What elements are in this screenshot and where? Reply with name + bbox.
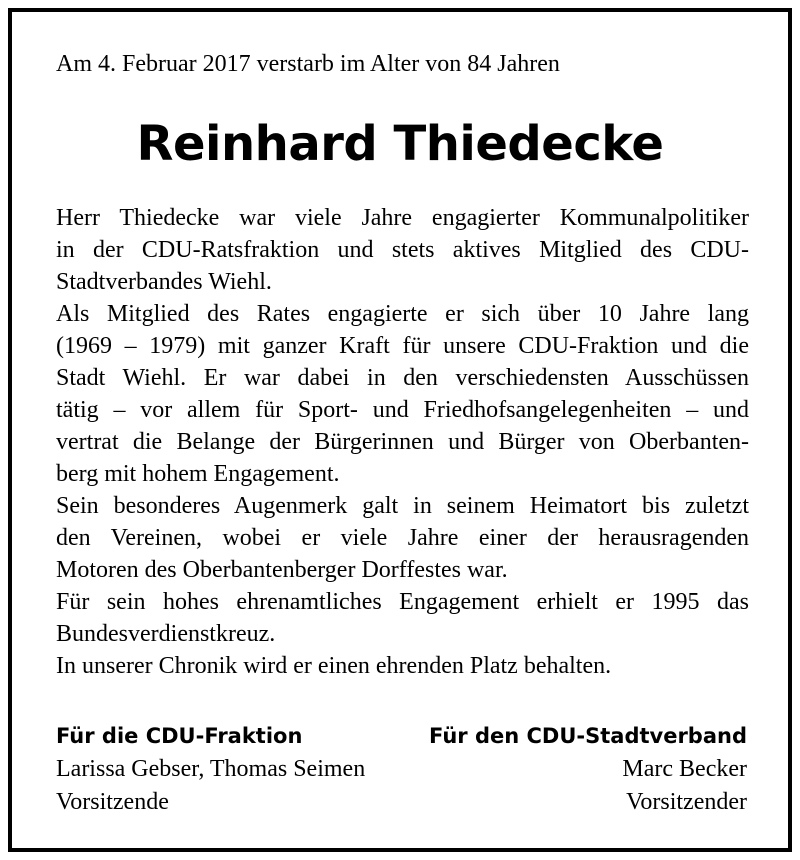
signature-role: Vorsitzender [626, 789, 747, 815]
body-line: in der CDU-Ratsfraktion und stets aktives Mitglied des CDU- [56, 237, 749, 263]
body-line: Motoren des Oberbantenberger Dorffestes war. [56, 557, 508, 583]
deceased-name: Reinhard Thiedecke [136, 116, 664, 172]
signature-role: Vorsitzende [56, 789, 169, 815]
body-line: In unserer Chronik wird er einen ehrenden Platz behalten. [56, 653, 612, 679]
body-line: (1969 – 1979) mit ganzer Kraft für unsere CDU-Fraktion und die [56, 333, 749, 359]
body-line: Stadtverbandes Wiehl. [56, 269, 272, 295]
body-line: Als Mitglied des Rates engagierte er sich über 10 Jahre lang [56, 301, 749, 327]
body-line: Bundesverdienstkreuz. [56, 621, 276, 647]
body-line: vertrat die Belange der Bürgerinnen und Bürger von Oberbanten- [56, 429, 749, 455]
obituary-notice [8, 8, 792, 852]
signature-heading: Für die CDU-Fraktion [56, 724, 303, 748]
body-line: tätig – vor allem für Sport- und Friedhofsangelegenheiten – und [56, 397, 749, 423]
body-line: Sein besonderes Augenmerk galt in seinem Heimatort bis zuletzt [56, 493, 749, 519]
obituary-body [56, 202, 749, 682]
body-line: Für sein hohes ehrenamtliches Engagement erhielt er 1995 das [56, 589, 749, 615]
signature-names: Larissa Gebser, Thomas Seimen [56, 756, 366, 782]
signature-cdu-stadtverband [429, 720, 747, 819]
body-line: Stadt Wiehl. Er war dabei in den verschiedensten Ausschüssen [56, 365, 749, 391]
body-line: berg mit hohem Engagement. [56, 461, 340, 487]
body-line: Herr Thiedecke war viele Jahre engagierter Kommunalpolitiker [56, 205, 749, 231]
signature-names: Marc Becker [622, 756, 747, 782]
intro-line: Am 4. Februar 2017 verstarb im Alter von 84 Jahren [56, 51, 560, 77]
signature-heading: Für den CDU-Stadtverband [429, 724, 747, 748]
signature-cdu-fraktion [56, 720, 365, 819]
body-line: den Vereinen, wobei er viele Jahre einer der herausragenden [56, 525, 749, 551]
